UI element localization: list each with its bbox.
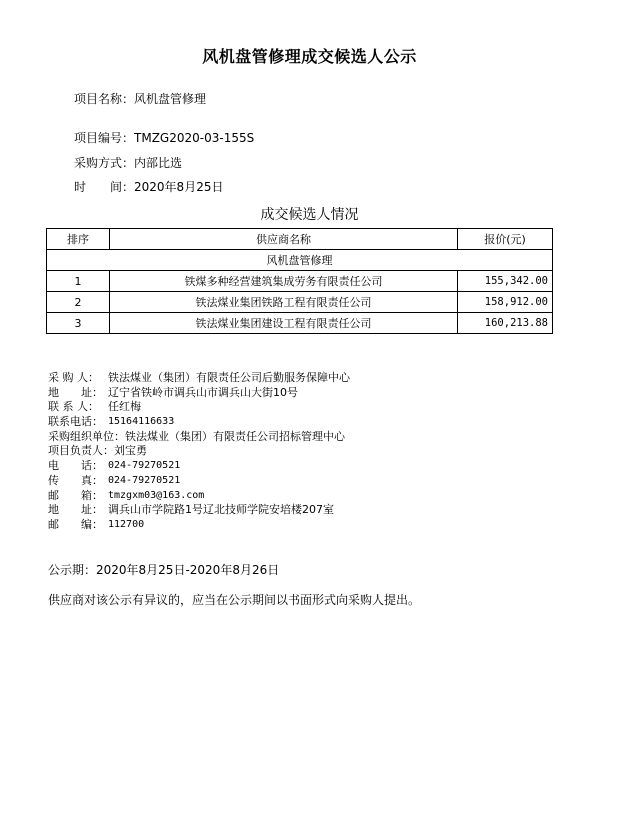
method-label: 采购方式： (74, 156, 135, 170)
header-rank: 排序 (47, 229, 110, 250)
tel-label: 电 话： (48, 459, 103, 473)
email-label: 邮 箱： (48, 488, 103, 502)
table-group-row (47, 250, 553, 271)
row-rank: 2 (47, 292, 110, 313)
header-price: 报价(元) (458, 229, 553, 250)
fax-line (48, 474, 350, 489)
phone-value: 15164116633 (108, 416, 175, 428)
table-row (47, 292, 553, 313)
method-line (74, 154, 182, 171)
contact-value: 任红梅 (108, 400, 141, 414)
agency-label: 采购组织单位： (48, 429, 125, 443)
table-row (47, 271, 553, 292)
time-value: 2020年8月25日 (134, 180, 224, 194)
project-name-label: 项目名称： (74, 92, 135, 106)
manager-line (48, 444, 350, 459)
objection-notice: 供应商对该公示有异议的，应当在公示期间以书面形式向采购人提出。 (48, 593, 421, 607)
agency-line (48, 430, 350, 445)
address-value: 辽宁省铁岭市调兵山市调兵山大街10号 (108, 385, 298, 399)
contact-line (48, 400, 350, 415)
contact-block (48, 371, 350, 533)
row-supplier: 铁法煤业集团铁路工程有限责任公司 (110, 292, 458, 313)
row-price: 155,342.00 (458, 271, 553, 292)
page-title: 风机盘管修理成交候选人公示 (202, 47, 417, 66)
postcode-line (48, 518, 350, 533)
address2-label: 地 址： (48, 503, 103, 517)
project-name-line (74, 90, 206, 107)
fax-value: 024-79270521 (108, 474, 181, 486)
manager-label: 项目负责人： (48, 444, 114, 458)
project-no-line (74, 129, 254, 146)
address-label: 地 址： (48, 385, 103, 399)
results-table (46, 228, 553, 334)
header-supplier: 供应商名称 (110, 229, 458, 250)
publicity-period: 公示期：2020年8月25日-2020年8月26日 (48, 563, 280, 577)
postcode-value: 112700 (108, 518, 145, 530)
row-supplier: 铁煤多种经营建筑集成劳务有限责任公司 (110, 271, 458, 292)
row-supplier: 铁法煤业集团建设工程有限责任公司 (110, 313, 458, 334)
project-name-value: 风机盘管修理 (134, 92, 207, 106)
agency-value: 铁法煤业（集团）有限责任公司招标管理中心 (125, 429, 345, 443)
time-line (74, 178, 223, 195)
row-rank: 3 (47, 313, 110, 334)
contact-label: 联 系 人： (48, 400, 99, 414)
buyer-label: 采 购 人： (48, 371, 99, 384)
row-price: 158,912.00 (458, 292, 553, 313)
section-title: 成交候选人情况 (260, 207, 359, 223)
method-value: 内部比选 (134, 156, 183, 170)
time-label: 时 间： (74, 180, 135, 194)
buyer-value: 铁法煤业（集团）有限责任公司后勤服务保障中心 (108, 371, 350, 384)
tel-value: 024-79270521 (108, 460, 181, 472)
buyer-line (48, 371, 350, 386)
email-line (48, 489, 350, 504)
tel-line (48, 459, 350, 474)
project-no-value: TMZG2020-03-155S (134, 131, 255, 145)
email-value: tmzgxm03@163.com (108, 489, 205, 501)
project-no-label: 项目编号： (74, 131, 135, 145)
address-line (48, 386, 350, 401)
group-label: 风机盘管修理 (47, 250, 553, 271)
manager-value: 刘宝勇 (114, 444, 147, 458)
address2-value: 调兵山市学院路1号辽北技师学院安培楼207室 (108, 503, 334, 517)
row-rank: 1 (47, 271, 110, 292)
address2-line (48, 503, 350, 518)
row-price: 160,213.88 (458, 313, 553, 334)
table-row (47, 313, 553, 334)
phone-label: 联系电话： (48, 415, 103, 429)
fax-label: 传 真： (48, 473, 103, 487)
phone-line (48, 415, 350, 430)
postcode-label: 邮 编： (48, 517, 103, 531)
table-header-row (47, 229, 553, 250)
